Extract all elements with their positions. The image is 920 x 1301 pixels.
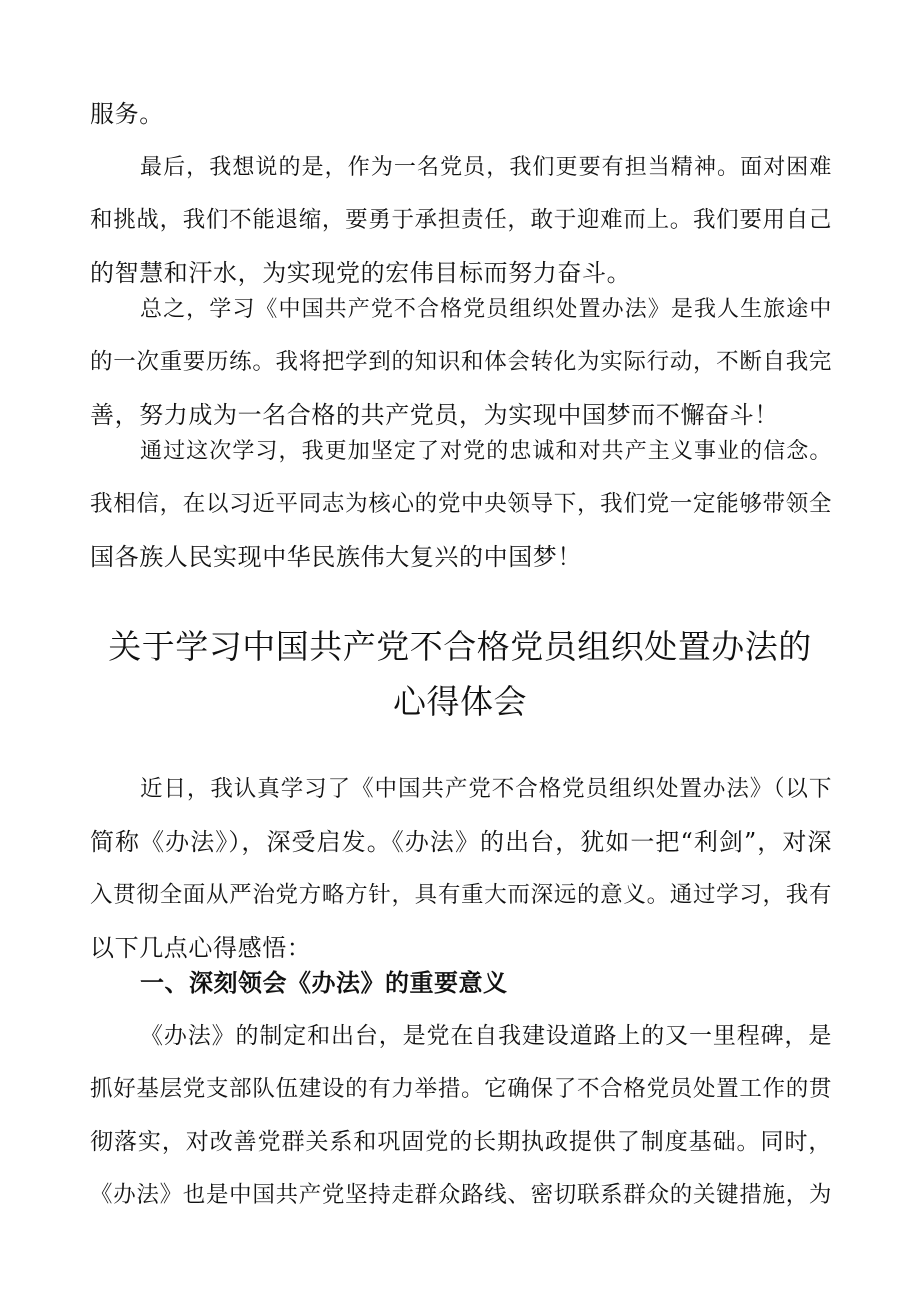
text-line: 的一次重要历练。我将把学到的知识和体会转化为实际行动，不断自我完	[90, 349, 832, 375]
paragraph-intro	[90, 763, 832, 975]
text-line: 国各族人民实现中华民族伟大复兴的中国梦！	[90, 543, 582, 571]
text-line: 彻落实，对改善党群关系和巩固党的长期执政提供了制度基础。同时，	[90, 1129, 832, 1155]
text-line: 和挑战，我们不能退缩，要勇于承担责任，敢于迎难而上。我们要用自己	[90, 207, 832, 233]
article-title-line-1: 关于学习中国共产党不合格党员组织处置办法的	[108, 627, 812, 666]
text-line: 以下几点心得感悟：	[90, 934, 312, 962]
text-line: 总之，学习《中国共产党不合格党员组织处置办法》是我人生旅途中	[140, 297, 832, 322]
text-line: 简称《办法》），深受启发。《办法》的出台，犹如一把“利剑”，对深	[90, 828, 832, 856]
paragraph-finally	[90, 141, 832, 300]
section-heading-1: 一、深刻领会《办法》的重要意义	[140, 969, 508, 997]
text-line: 我相信，在以习近平同志为核心的党中央领导下，我们党一定能够带领全	[90, 491, 832, 517]
text-line: 抓好基层党支部队伍建设的有力举措。它确保了不合格党员处置工作的贯	[90, 1076, 832, 1102]
paragraph-summary	[90, 283, 832, 442]
text-line: 《办法》也是中国共产党坚持走群众路线、密切联系群众的关键措施，为	[90, 1182, 832, 1208]
paragraph-conviction	[90, 425, 832, 584]
text-line: 的智慧和汗水，为实现党的宏伟目标而努力奋斗。	[90, 259, 632, 287]
text-line: 《办法》的制定和出台，是党在自我建设道路上的又一里程碑，是	[140, 1023, 832, 1049]
text-line: 最后，我想说的是，作为一名党员，我们更要有担当精神。面对困难	[140, 155, 832, 180]
text-line: 近日，我认真学习了《中国共产党不合格党员组织处置办法》（以下	[140, 776, 832, 802]
paragraph-significance	[90, 1010, 832, 1222]
text-line: 通过这次学习，我更加坚定了对党的忠诚和对共产主义事业的信念。	[140, 439, 832, 464]
article-title-line-2: 心得体会	[393, 682, 527, 721]
text-line: 入贯彻全面从严治党方略方针，具有重大而深远的意义。通过学习，我有	[90, 882, 832, 908]
text-line: 善，努力成为一名合格的共产党员，为实现中国梦而不懈奋斗！	[90, 401, 779, 429]
paragraph-service	[90, 88, 832, 141]
text-line: 服务。	[90, 100, 164, 128]
